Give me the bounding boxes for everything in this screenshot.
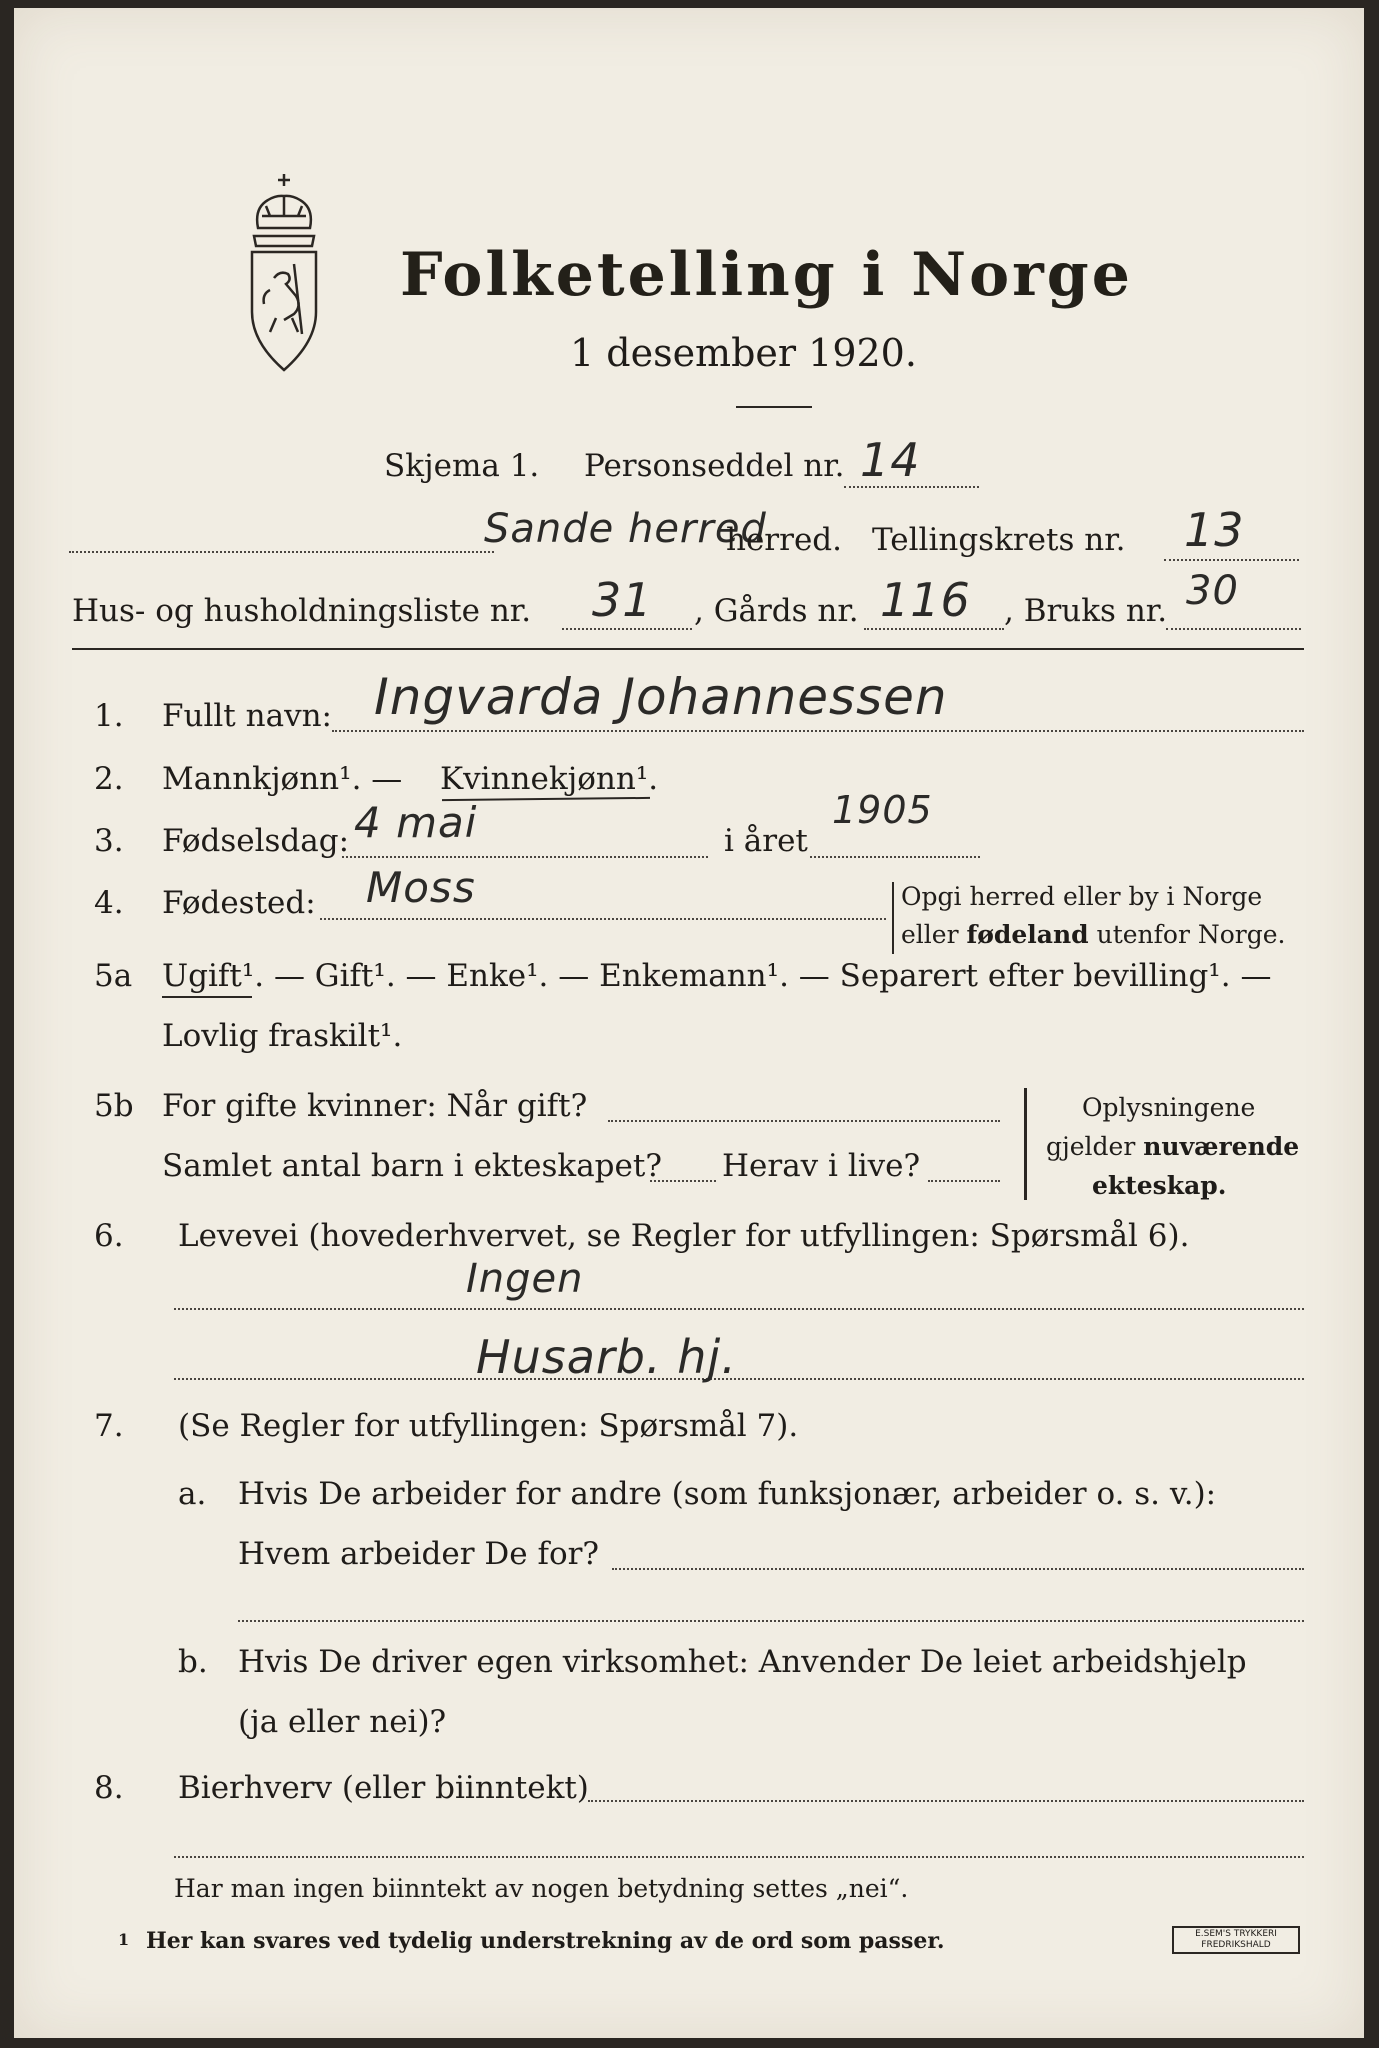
q3-label: Fødselsdag: [162, 823, 350, 859]
gards-value: 116 [880, 573, 971, 627]
q7a-number: a. [178, 1476, 207, 1512]
q7a-label1: Hvis De arbeider for andre (som funksjonær, arbeider o. s. v.): [238, 1476, 1217, 1512]
printer-stamp [1172, 1926, 1300, 1954]
q5b-number: 5b [94, 1088, 134, 1124]
q8-number: 8. [94, 1770, 124, 1806]
marital-status-options-2: Lovlig fraskilt¹. [162, 1018, 403, 1054]
footnote-text: Her kan svares ved tydelig understrekning av de ord som passer. [146, 1928, 945, 1954]
q4-note-line1: Opgi herred eller by i Norge [901, 882, 1263, 911]
birthday-value: 4 mai [354, 798, 478, 847]
q1-number: 1. [94, 698, 124, 734]
herred-label: herred. [726, 522, 842, 558]
occupation-value-line2: Husarb. hj. [476, 1330, 737, 1384]
q7-number: 7. [94, 1408, 124, 1444]
title-divider [736, 406, 812, 408]
q2-female-label: Kvinnekjønn¹. [440, 761, 659, 797]
birth-year-value: 1905 [832, 788, 933, 832]
q7a-label2: Hvem arbeider De for? [238, 1536, 600, 1572]
q5b-note2: gjelder nuværende [1046, 1132, 1300, 1161]
q6-number: 6. [94, 1218, 124, 1254]
birthplace-value: Moss [366, 863, 476, 912]
q5b-note3: ekteskap. [1092, 1171, 1227, 1200]
form-title: Folketelling i Norge [400, 240, 1133, 310]
personseddel-label: Personseddel nr. [584, 448, 845, 484]
q7-label: (Se Regler for utfyllingen: Spørsmål 7). [178, 1408, 799, 1444]
hus-label: Hus- og husholdningsliste nr. [72, 593, 532, 629]
bruks-value: 30 [1186, 568, 1239, 614]
q5b-label-children: Samlet antal barn i ekteskapet? [162, 1148, 662, 1184]
stamp-line2: FREDRIKSHALD [1201, 1940, 1271, 1950]
q5b-label-when-married: For gifte kvinner: Når gift? [162, 1088, 588, 1124]
stamp-line1: E.SEM'S TRYKKERI [1195, 1929, 1277, 1939]
q5b-note1: Oplysningene [1082, 1093, 1256, 1122]
footnote-marker: 1 [118, 1930, 130, 1949]
tellingskrets-label: Tellingskrets nr. [872, 522, 1126, 558]
q3-year-label: i året [724, 823, 808, 859]
census-form-page [14, 8, 1364, 2038]
bruks-label: , Bruks nr. [1004, 593, 1168, 629]
ugift-underline [162, 996, 252, 998]
q5b-label-alive: Herav i live? [722, 1148, 921, 1184]
q7b-label2: (ja eller nei)? [238, 1704, 447, 1740]
q8-note: Har man ingen biinntekt av nogen betydning settes „nei“. [174, 1874, 909, 1903]
q6-label: Levevei (hovederhvervet, se Regler for utfyllingen: Spørsmål 6). [178, 1218, 1190, 1254]
q8-label: Bierhverv (eller biinntekt) [178, 1770, 589, 1806]
census-date: 1 desember 1920. [570, 331, 917, 375]
q4-note-line2: eller fødeland utenfor Norge. [901, 920, 1286, 949]
personseddel-value: 14 [860, 433, 921, 487]
header-divider [72, 648, 1304, 650]
q5a-number: 5a [94, 958, 133, 994]
q1-label: Fullt navn: [162, 698, 332, 734]
q3-number: 3. [94, 823, 124, 859]
q7b-label1: Hvis De driver egen virksomhet: Anvender De leiet arbeidshjelp [238, 1644, 1247, 1680]
skjema-label: Skjema 1. [384, 448, 540, 484]
tellingskrets-value: 13 [1184, 503, 1245, 557]
q4-number: 4. [94, 885, 124, 921]
q4-label: Fødested: [162, 885, 316, 921]
q2-male-label: Mannkjønn¹. — [162, 761, 403, 797]
marital-status-options: Ugift¹. — Gift¹. — Enke¹. — Enkemann¹. — Separert efter bevilling¹. — [162, 958, 1272, 994]
norwegian-coat-of-arms-icon [236, 168, 332, 378]
full-name-value: Ingvarda Johannessen [374, 668, 948, 726]
herred-value: Sande herred [484, 506, 767, 552]
hus-value: 31 [592, 573, 653, 627]
occupation-value-line1: Ingen [466, 1256, 584, 1302]
q2-number: 2. [94, 761, 124, 797]
q7b-number: b. [178, 1644, 208, 1680]
gards-label: , Gårds nr. [694, 593, 859, 629]
